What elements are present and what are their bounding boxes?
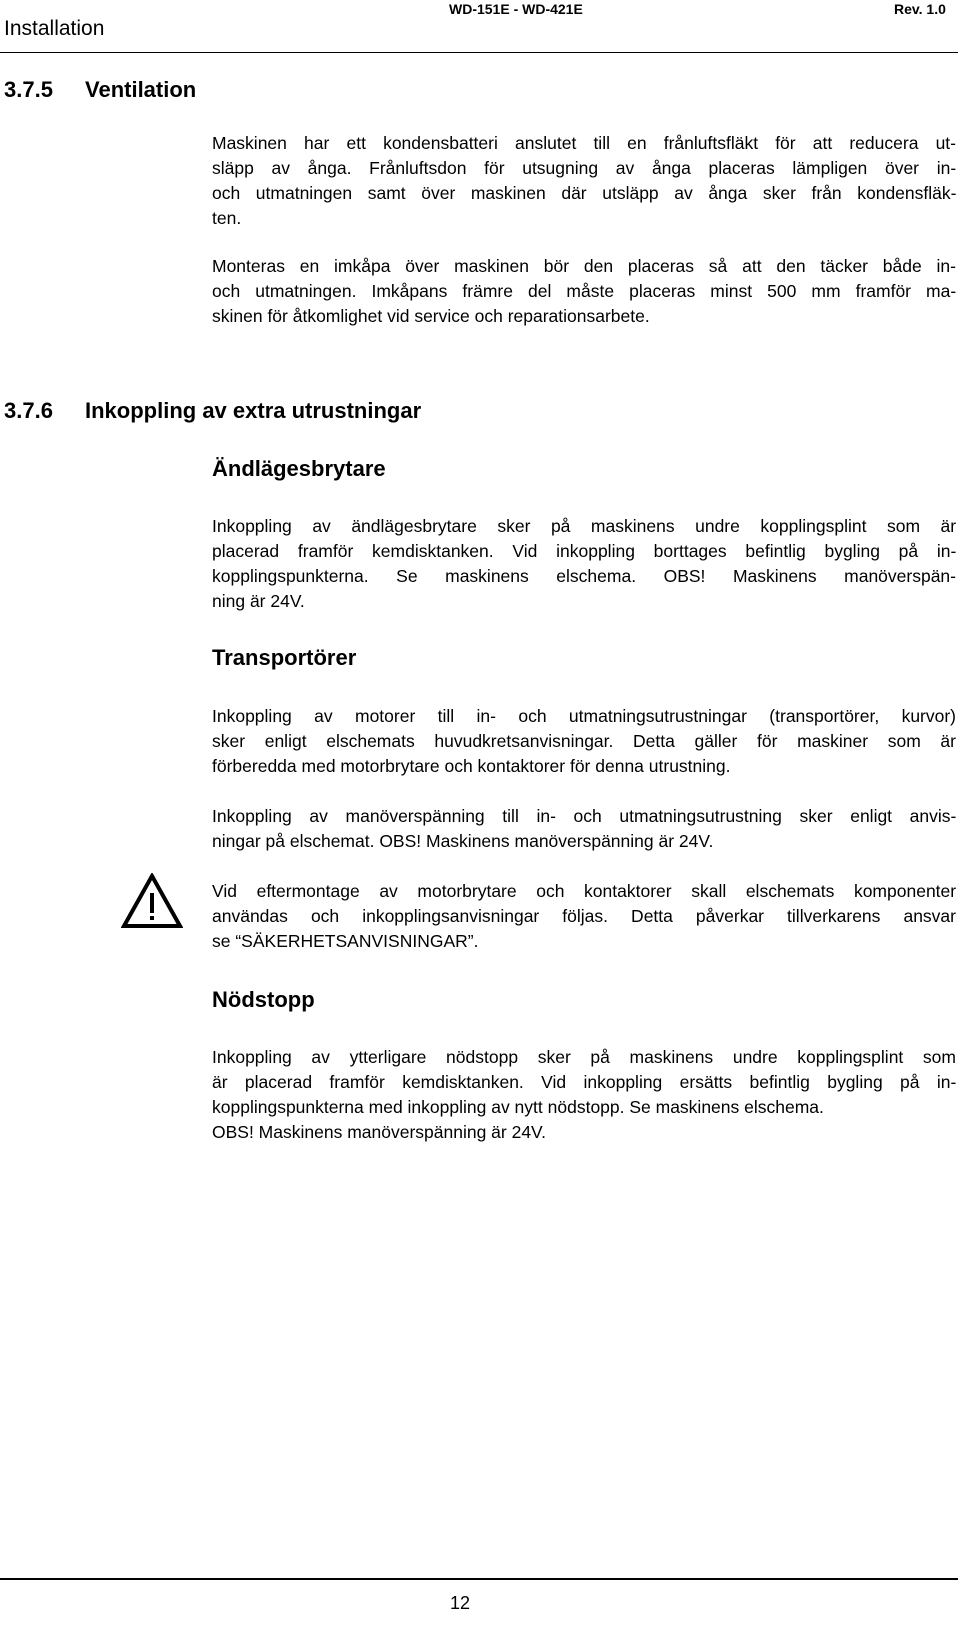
text-line: och utmatningen samt över maskinen där utsläpp av ånga sker från kondensfläk- (212, 183, 957, 203)
conveyors-warning-paragraph (212, 879, 956, 954)
header-divider (0, 52, 958, 53)
text-line: placerad framför kemdisktanken. Vid inkoppling borttages befintlig bygling på in- (212, 541, 957, 561)
text-line: sker enligt elschemats huvudkretsanvisningar. Detta gäller för maskiner som är (212, 731, 956, 751)
text-line: ning är 24V. (212, 591, 305, 611)
text-line: Inkoppling av manöverspänning till in- och utmatningsutrustning sker enligt anvis- (212, 806, 957, 826)
text-line: ningar på elschemat. OBS! Maskinens manöverspänning är 24V. (212, 831, 714, 851)
text-line: OBS! Maskinens manöverspänning är 24V. (212, 1122, 546, 1142)
text-line: Inkoppling av motorer till in- och utmatningsutrustningar (transportörer, kurvor) (212, 706, 957, 726)
text-line: skinen för åtkomlighet vid service och reparationsarbete. (212, 306, 650, 326)
page-number: 12 (450, 1593, 471, 1613)
limit-switch-paragraph (212, 514, 956, 614)
section-title: Ventilation (85, 77, 197, 102)
text-line: se “SÄKERHETSANVISNINGAR”. (212, 931, 479, 951)
header-revision: Rev. 1.0 (894, 1, 946, 17)
conveyors-paragraph-1 (212, 704, 956, 779)
text-line: Inkoppling av ändlägesbrytare sker på maskinens undre kopplingsplint som är (212, 516, 957, 536)
text-line: och utmatningen. Imkåpans främre del måste placeras minst 500 mm framför ma- (212, 281, 957, 301)
subheading-conveyors: Transportörer (212, 645, 357, 670)
ventilation-paragraph-2 (212, 254, 956, 329)
section-title: Inkoppling av extra utrustningar (85, 398, 422, 423)
conveyors-paragraph-2 (212, 804, 956, 854)
text-line: kopplingspunkterna. Se maskinens elschema. OBS! Maskinens manöverspän- (212, 566, 956, 586)
text-line: Inkoppling av ytterligare nödstopp sker på maskinens undre kopplingsplint som (212, 1047, 956, 1067)
footer-divider (0, 1578, 958, 1580)
subheading-emergency-stop: Nödstopp (212, 987, 315, 1012)
text-line: förberedda med motorbrytare och kontaktorer för denna utrustning. (212, 756, 731, 776)
text-line: Vid eftermontage av motorbrytare och kontaktorer skall elschemats komponenter (212, 881, 957, 901)
header-section-title: Installation (4, 17, 105, 40)
emergency-stop-paragraph (212, 1045, 956, 1145)
warning-triangle-icon (121, 873, 183, 929)
text-line: ten. (212, 208, 242, 228)
subheading-limit-switch: Ändlägesbrytare (212, 456, 386, 481)
section-number: 3.7.5 (4, 77, 53, 102)
section-number: 3.7.6 (4, 398, 53, 423)
text-line: släpp av ånga. Frånluftsdon för utsugning av ånga placeras lämpligen över in- (212, 158, 957, 178)
section-heading-ventilation (4, 77, 196, 103)
section-heading-connection (4, 398, 421, 424)
ventilation-paragraph-1 (212, 131, 956, 231)
text-line: är placerad framför kemdisktanken. Vid inkoppling ersätts befintlig bygling på in- (212, 1072, 957, 1092)
header-model: WD-151E - WD-421E (449, 1, 583, 17)
text-line: Maskinen har ett kondensbatteri anslutet till en frånluftsfläkt för att reducera ut- (212, 133, 956, 153)
text-line: kopplingspunkterna med inkoppling av nytt nödstopp. Se maskinens elschema. (212, 1097, 824, 1117)
text-line: Monteras en imkåpa över maskinen bör den placeras så att den täcker både in- (212, 256, 956, 276)
text-line: användas och inkopplingsanvisningar följas. Detta påverkar tillverkarens ansvar (212, 906, 956, 926)
